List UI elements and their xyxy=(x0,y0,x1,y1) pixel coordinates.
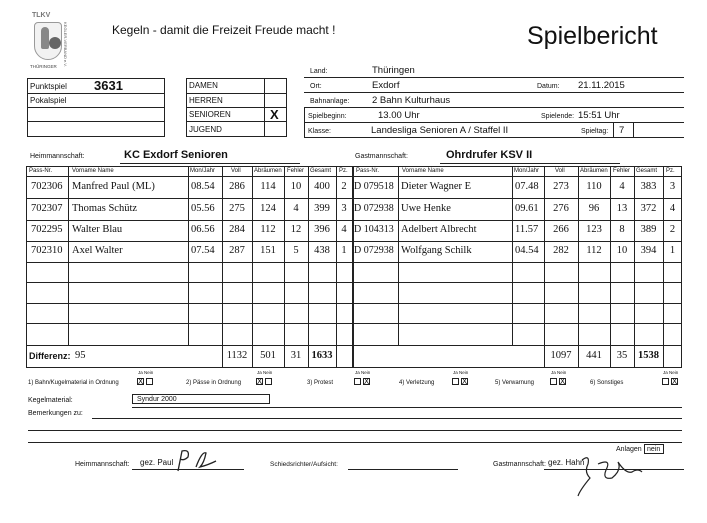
gast-sig-text: gez. Hahn xyxy=(548,458,585,467)
ort-label: Ort: xyxy=(310,83,322,90)
player-name: Thomas Schütz xyxy=(72,203,138,214)
col-gesamt: Gesamt xyxy=(636,168,658,174)
pass-nr: D 104313 xyxy=(354,224,394,235)
check-ja-box[interactable] xyxy=(452,378,459,385)
spielbeginn-label: Spielbeginn: xyxy=(308,113,347,120)
slogan: Kegeln - damit die Freizeit Freude macht ! xyxy=(112,23,336,37)
heim-team: KC Exdorf Senioren xyxy=(124,149,228,161)
gast-label: Gastmannschaft: xyxy=(355,153,408,160)
spieltag-value: 7 xyxy=(619,125,625,136)
col-jahr: Mon/Jahr xyxy=(514,168,540,174)
fehler: 13 xyxy=(616,203,628,214)
gesamt: 399 xyxy=(314,203,330,214)
bahnanlage-label: Bahnanlage: xyxy=(310,98,350,105)
logo-side: KEGLER-VERBAND e.V. xyxy=(63,22,68,67)
voll: 284 xyxy=(229,224,245,235)
gast-team: Ohrdrufer KSV II xyxy=(446,149,533,161)
birth-date: 11.57 xyxy=(515,224,539,235)
abraeumen: 110 xyxy=(586,181,602,192)
check-mark: X xyxy=(671,377,678,386)
heim-label: Heimmannschaft: xyxy=(30,153,85,160)
ja-nein-caption: Ja Nein xyxy=(355,370,371,375)
birth-date: 07.54 xyxy=(191,245,215,256)
player-name: Manfred Paul (ML) xyxy=(72,181,155,192)
punktspiel-number: 3631 xyxy=(94,78,123,93)
gesamt: 438 xyxy=(314,245,330,256)
col-abr: Abräumen xyxy=(580,168,608,174)
spielbeginn-value: 13.00 Uhr xyxy=(378,110,420,121)
fehler: 8 xyxy=(619,224,625,235)
birth-date: 08.54 xyxy=(191,181,215,192)
home-total-gesamt: 1633 xyxy=(311,350,333,361)
fehler: 10 xyxy=(616,245,628,256)
voll: 286 xyxy=(229,181,245,192)
player-name: Walter Blau xyxy=(72,224,123,235)
check-label: 2) Pässe in Ordnung xyxy=(186,380,242,386)
punktspiel-label: Punktspiel xyxy=(30,82,67,91)
col-fehler: Fehler xyxy=(613,168,631,174)
voll: 266 xyxy=(553,224,569,235)
category-herren: HERREN xyxy=(189,96,223,105)
gesamt: 396 xyxy=(314,224,330,235)
punkte: 2 xyxy=(341,181,347,192)
gesamt: 400 xyxy=(314,181,330,192)
gesamt: 394 xyxy=(640,245,657,256)
punkte: 2 xyxy=(669,224,676,235)
home-total-fehler: 31 xyxy=(290,350,302,361)
birth-date: 09.61 xyxy=(515,203,539,214)
kegelmaterial-value: Syndur 2000 xyxy=(137,396,177,403)
abraeumen: 124 xyxy=(260,203,276,214)
birth-date: 05.56 xyxy=(191,203,215,214)
col-pass: Pass-Nr. xyxy=(356,168,380,174)
col-voll: Voll xyxy=(231,168,241,174)
ja-nein-caption: Ja Nein xyxy=(138,370,154,375)
col-gesamt: Gesamt xyxy=(310,168,332,174)
fehler: 12 xyxy=(290,224,302,235)
punkte: 1 xyxy=(341,245,347,256)
home-total-voll: 1132 xyxy=(226,350,248,361)
guest-total-gesamt: 1538 xyxy=(638,350,659,361)
check-mark: X xyxy=(137,377,144,386)
check-nein-box[interactable] xyxy=(146,378,153,385)
punkte: 4 xyxy=(669,203,676,214)
pass-nr: D 079518 xyxy=(354,181,394,192)
col-voll: Voll xyxy=(555,168,565,174)
check-label: 1) Bahn/Kugelmaterial in Ordnung xyxy=(28,380,119,386)
check-label: 6) Sonstiges xyxy=(590,380,624,386)
check-ja-box[interactable] xyxy=(354,378,361,385)
anlagen-label: Anlagen xyxy=(616,446,642,453)
col-fehler: Fehler xyxy=(287,168,305,174)
spieltag-label: Spieltag: xyxy=(581,128,609,135)
category-jugend: JUGEND xyxy=(189,125,222,134)
pass-nr: 702307 xyxy=(31,203,63,214)
heim-signature xyxy=(172,447,222,473)
birth-date: 06.56 xyxy=(191,224,215,235)
fehler: 4 xyxy=(619,181,625,192)
check-mark: X xyxy=(363,377,370,386)
check-label: 5) Verwarnung xyxy=(495,380,535,386)
spielende-value: 15:51 Uhr xyxy=(578,110,620,121)
ja-nein-caption: Ja Nein xyxy=(663,370,679,375)
heim-sig-label: Heimmannschaft: xyxy=(75,461,130,468)
ja-nein-caption: Ja Nein xyxy=(257,370,273,375)
ja-nein-caption: Ja Nein xyxy=(551,370,567,375)
gesamt: 372 xyxy=(640,203,657,214)
guest-total-fehler: 35 xyxy=(616,350,628,361)
player-name: Wolfgang Schilk xyxy=(401,245,472,256)
klasse-label: Klasse: xyxy=(308,128,331,135)
category-senioren: SENIOREN xyxy=(189,110,231,119)
pokalspiel-label: Pokalspiel xyxy=(30,96,67,105)
check-nein-box[interactable] xyxy=(265,378,272,385)
guest-total-abr: 441 xyxy=(586,350,602,361)
check-mark: X xyxy=(256,377,263,386)
check-label: 4) Verletzung xyxy=(399,380,435,386)
category-selected-mark[interactable]: X xyxy=(270,107,279,122)
birth-date: 07.48 xyxy=(515,181,539,192)
punkte: 1 xyxy=(669,245,676,256)
ja-nein-caption: Ja Nein xyxy=(453,370,469,375)
datum-value: 21.11.2015 xyxy=(578,80,625,91)
punkte: 3 xyxy=(669,181,676,192)
check-mark: X xyxy=(461,377,468,386)
heim-sig-text: gez. Paul xyxy=(140,458,174,467)
logo-sub: THÜRINGER xyxy=(30,64,57,69)
birth-date: 04.54 xyxy=(515,245,539,256)
pass-nr: 702295 xyxy=(31,224,63,235)
voll: 273 xyxy=(553,181,569,192)
datum-label: Datum: xyxy=(537,83,560,90)
abraeumen: 112 xyxy=(260,224,276,235)
ort-value: Exdorf xyxy=(372,80,400,91)
category-damen: DAMEN xyxy=(189,81,218,90)
logo-emblem xyxy=(34,22,62,60)
abraeumen: 151 xyxy=(260,245,276,256)
col-pz: Pz. xyxy=(666,168,675,174)
guest-total-voll: 1097 xyxy=(550,350,572,361)
player-name: Dieter Wagner E xyxy=(401,181,472,192)
pass-nr: 702310 xyxy=(31,245,63,256)
kegelmaterial-label: Kegelmaterial: xyxy=(28,397,73,404)
voll: 276 xyxy=(553,203,569,214)
page-title: Spielbericht xyxy=(527,22,658,50)
col-abr: Abräumen xyxy=(254,168,282,174)
pass-nr: D 072938 xyxy=(354,203,394,214)
check-label: 3) Protest xyxy=(307,380,334,386)
player-name: Uwe Henke xyxy=(401,203,451,214)
punkte: 4 xyxy=(341,224,347,235)
col-name: Vorname Name xyxy=(72,168,114,174)
spielende-label: Spielende: xyxy=(541,113,575,120)
score-table xyxy=(26,166,682,368)
klasse-value: Landesliga Senioren A / Staffel II xyxy=(371,125,509,136)
land-value: Thüringen xyxy=(372,65,415,76)
col-name: Vorname Name xyxy=(402,168,444,174)
abraeumen: 112 xyxy=(586,245,602,256)
abraeumen: 96 xyxy=(588,203,600,214)
col-pass: Pass-Nr. xyxy=(29,168,53,174)
fehler: 10 xyxy=(290,181,302,192)
player-name: Axel Walter xyxy=(72,245,123,256)
abraeumen: 123 xyxy=(586,224,602,235)
logo-text: TLKV xyxy=(32,12,51,19)
voll: 282 xyxy=(553,245,569,256)
abraeumen: 114 xyxy=(260,181,276,192)
check-ja-box[interactable] xyxy=(662,378,669,385)
punkte: 3 xyxy=(341,203,347,214)
gesamt: 383 xyxy=(640,181,657,192)
player-name: Adelbert Albrecht xyxy=(401,224,477,235)
home-total-abr: 501 xyxy=(260,350,276,361)
fehler: 5 xyxy=(293,245,299,256)
differenz-value: 95 xyxy=(75,350,86,361)
fehler: 4 xyxy=(293,203,299,214)
check-mark: X xyxy=(559,377,566,386)
pass-nr: D 072938 xyxy=(354,245,394,256)
differenz-label: Differenz: xyxy=(29,351,71,361)
voll: 287 xyxy=(229,245,245,256)
bahnanlage-value: 2 Bahn Kulturhaus xyxy=(372,95,451,106)
col-pz: Pz. xyxy=(339,168,348,174)
gesamt: 389 xyxy=(640,224,657,235)
bemerkungen-label: Bemerkungen zu: xyxy=(28,410,83,417)
col-jahr: Mon/Jahr xyxy=(190,168,216,174)
check-ja-box[interactable] xyxy=(550,378,557,385)
gast-sig-label: Gastmannschaft: xyxy=(493,461,546,468)
gast-signature xyxy=(576,450,646,500)
land-label: Land: xyxy=(310,68,328,75)
pass-nr: 702306 xyxy=(31,181,63,192)
anlagen-value: nein xyxy=(647,446,661,453)
voll: 275 xyxy=(229,203,245,214)
schied-label: Schiedsrichter/Aufsicht: xyxy=(270,461,338,468)
logo xyxy=(30,14,70,72)
